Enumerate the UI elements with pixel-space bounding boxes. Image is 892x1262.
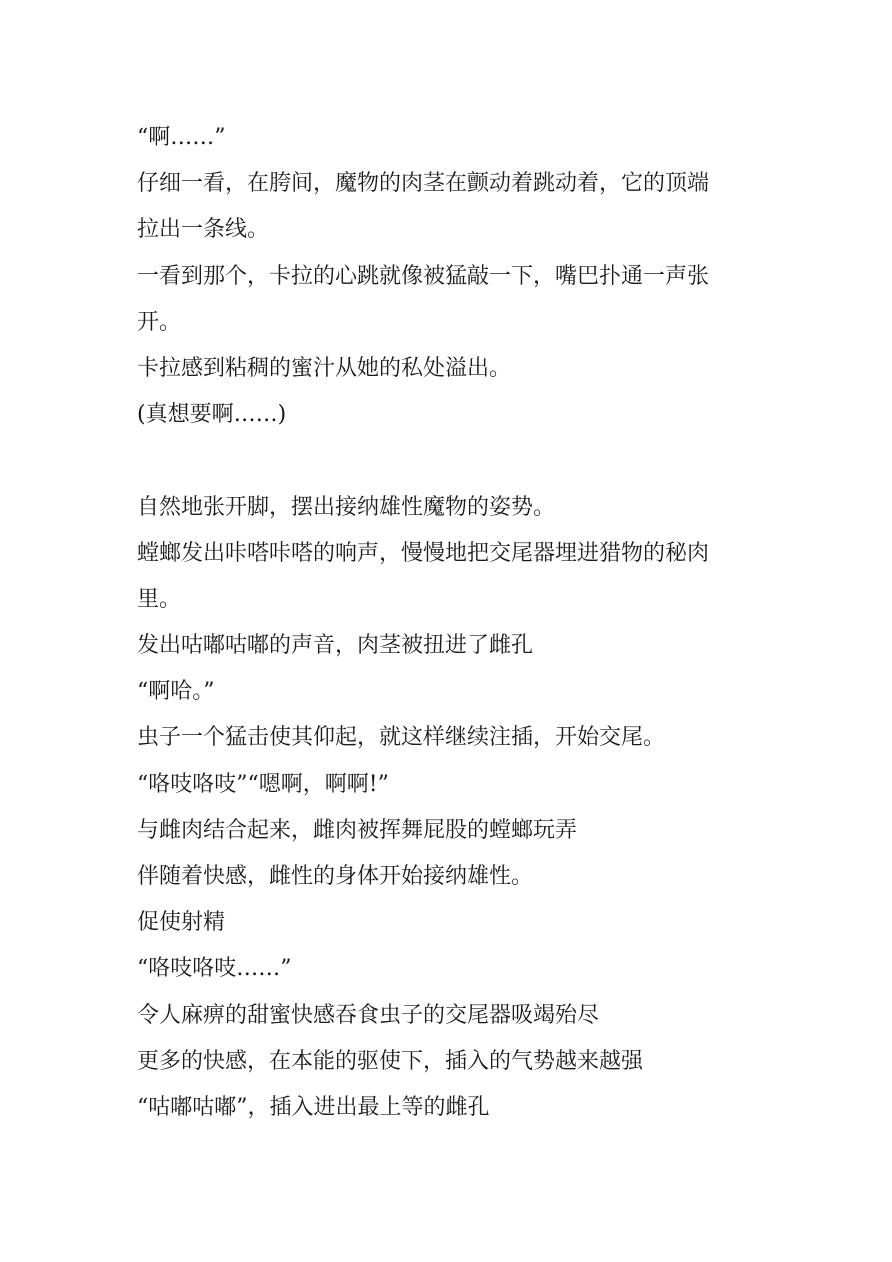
- document-body: [137, 115, 777, 1131]
- text-line: 卡拉感到粘稠的蜜汁从她的私处溢出。: [137, 355, 512, 381]
- text-line: 虫子一个猛击使其仰起，就这样继续注插，开始交尾。: [137, 725, 666, 751]
- text-line: 里。: [137, 586, 182, 612]
- text-line: “咯吱咯吱”“嗯啊，啊啊!”: [137, 771, 389, 797]
- text-line: 更多的快感，在本能的驱使下，插入的气势越来越强: [137, 1048, 644, 1074]
- text-line: 螳螂发出咔嗒咔嗒的响声，慢慢地把交尾器埋进猎物的秘肉: [137, 540, 710, 566]
- text-line: 仔细一看，在胯间，魔物的肉茎在颤动着跳动着，它的顶端: [137, 171, 710, 197]
- text-line: 令人麻痹的甜蜜快感吞食虫子的交尾器吸竭殆尽: [137, 1002, 600, 1028]
- blank-line: [137, 438, 777, 484]
- text-line: 拉出一条线。: [137, 217, 270, 243]
- text-line: (真想要啊……): [137, 402, 287, 428]
- text-line: “咕嘟咕嘟”，插入进出最上等的雌孔: [137, 1094, 490, 1120]
- text-line: 促使射精: [137, 910, 226, 936]
- text-line: 开。: [137, 309, 182, 335]
- text-line: 一看到那个，卡拉的心跳就像被猛敲一下，嘴巴扑通一声张: [137, 263, 710, 289]
- text-line: “咯吱咯吱……”: [137, 956, 292, 982]
- text-line: “啊哈。”: [137, 679, 215, 705]
- text-line: 自然地张开脚，摆出接纳雄性魔物的姿势。: [137, 494, 556, 520]
- text-line: 发出咕嘟咕嘟的声音，肉茎被扭进了雌孔: [137, 633, 534, 659]
- text-line: “啊……”: [137, 125, 226, 150]
- text-line: 伴随着快感，雌性的身体开始接纳雄性。: [137, 864, 534, 889]
- text-line: 与雌肉结合起来，雌肉被挥舞屁股的螳螂玩弄: [137, 817, 578, 843]
